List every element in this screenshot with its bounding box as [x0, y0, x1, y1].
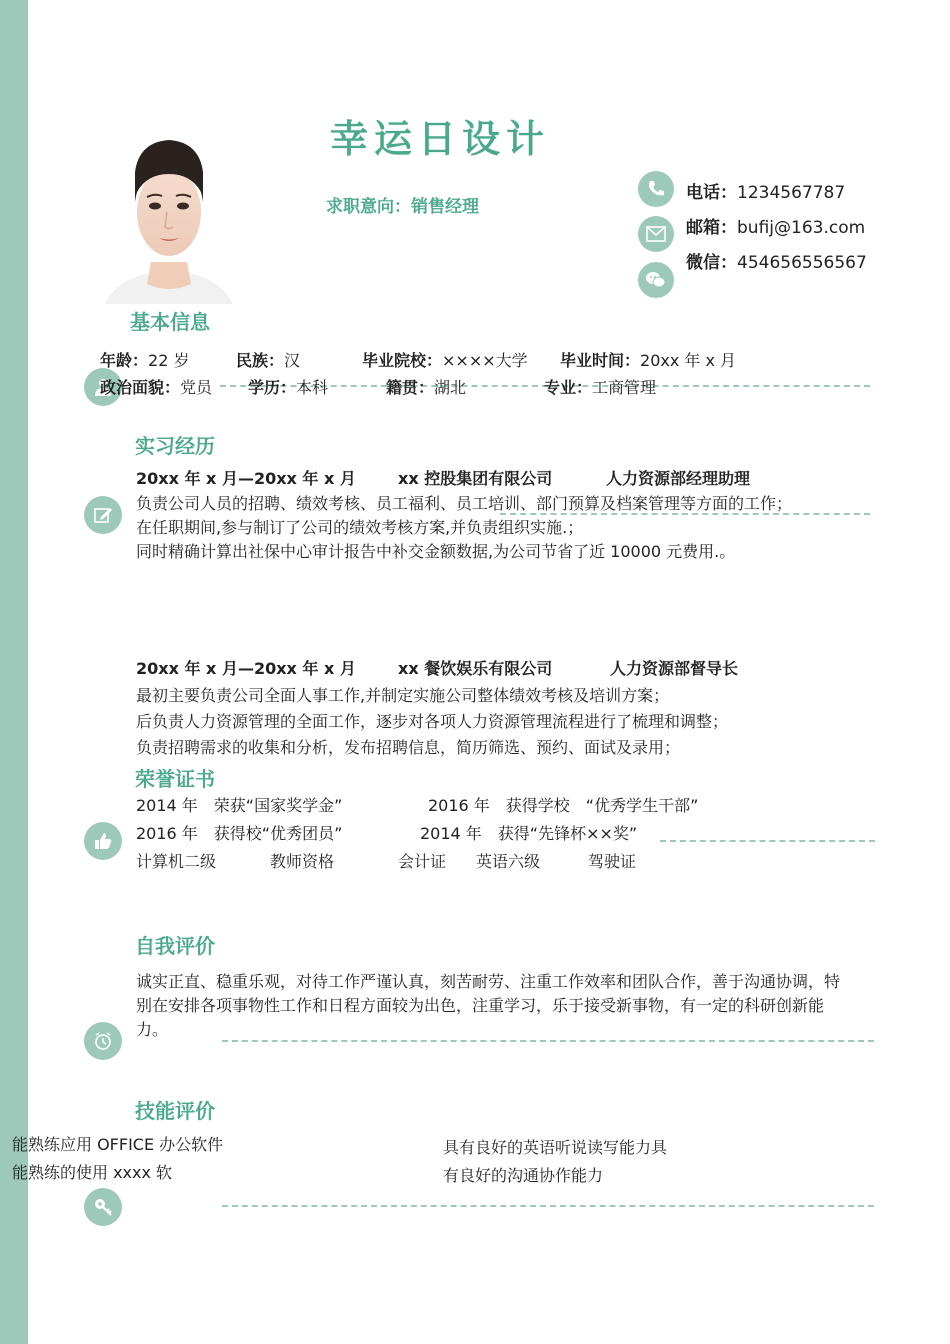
info-hometown-value: 湖北 — [434, 378, 467, 397]
job1-duty-3: 同时精确计算出社保中心审计报告中补交金额数据,为公司节省了近 10000 元费用.。 — [136, 542, 736, 561]
job1-period: 20xx 年 x 月—20xx 年 x 月 — [136, 469, 356, 488]
self-eval-title: 自我评价 — [135, 934, 215, 958]
job2-company: xx 餐饮娱乐有限公司 — [398, 659, 553, 678]
job2-period: 20xx 年 x 月—20xx 年 x 月 — [136, 659, 356, 678]
cert-4: 英语六级 — [476, 852, 541, 871]
info-graduation-value: 20xx 年 x 月 — [640, 351, 737, 370]
info-major-label: 专业： — [544, 378, 593, 397]
info-political-label: 政治面貌： — [100, 378, 181, 397]
clock-icon — [84, 1022, 122, 1060]
info-school-value: ××××大学 — [442, 351, 528, 370]
profile-photo — [95, 132, 243, 304]
cert-5: 驾驶证 — [588, 852, 637, 871]
honors-title: 荣誉证书 — [135, 767, 215, 791]
job1-duty-1: 负责公司人员的招聘、绩效考核、员工福利、员工培训、部门预算及档案管理等方面的工作； — [136, 494, 793, 513]
thumbs-up-icon — [84, 822, 122, 860]
info-age — [100, 348, 189, 371]
info-hometown-label: 籍贯： — [386, 378, 435, 397]
info-education — [248, 375, 328, 398]
job-intent-label: 求职意向： — [326, 197, 411, 217]
contact-phone — [686, 178, 845, 203]
info-ethnicity-value: 汉 — [284, 351, 301, 370]
skill-right-2: 有良好的沟通协作能力 — [443, 1166, 604, 1185]
info-graduation — [560, 348, 736, 371]
info-ethnicity-label: 民族： — [236, 351, 285, 370]
email-value: bufij@163.com — [737, 218, 866, 238]
phone-label: 电话： — [686, 183, 737, 203]
honor-3: 2016 年 获得校“优秀团员” — [136, 824, 343, 843]
phone-value: 1234567787 — [737, 183, 846, 203]
job2-duty-3: 负责招聘需求的收集和分析，发布招聘信息，简历筛选、预约、面试及录用； — [136, 738, 681, 757]
skills-divider — [222, 1205, 874, 1207]
job1-position: 人力资源部经理助理 — [606, 469, 751, 488]
basic-info-title: 基本信息 — [130, 310, 210, 334]
phone-icon — [638, 171, 674, 207]
resume-name: 幸运日设计 — [329, 116, 550, 161]
cert-1: 计算机二级 — [136, 852, 217, 871]
email-icon — [638, 216, 674, 252]
cert-2: 教师资格 — [270, 852, 335, 871]
skills-title: 技能评价 — [135, 1099, 215, 1123]
info-education-value: 本科 — [296, 378, 329, 397]
wechat-label: 微信： — [686, 253, 737, 273]
info-school — [362, 348, 528, 371]
cert-3: 会计证 — [398, 852, 447, 871]
wechat-icon — [638, 262, 674, 298]
job2-duty-1: 最初主要负责公司全面人事工作,并制定实施公司整体绩效考核及培训方案； — [136, 686, 670, 705]
skill-left-2: 能熟练的使用 xxxx 软 — [12, 1163, 173, 1182]
skill-left-1: 能熟练应用 OFFICE 办公软件 — [12, 1135, 224, 1154]
contact-email — [686, 213, 865, 238]
skill-right-1: 具有良好的英语听说读写能力具 — [443, 1138, 668, 1157]
self-eval-text: 诚实正直、稳重乐观，对待工作严谨认真，刻苦耐劳、注重工作效率和团队合作，善于沟通协调，特别在安排各项事物性工作和日程方面较为出色，注重学习，乐于接受新事物，有一定的科研创新能力。 — [136, 972, 841, 1039]
job1-company: xx 控股集团有限公司 — [398, 469, 553, 488]
info-education-label: 学历： — [248, 378, 297, 397]
honors-divider — [660, 840, 875, 842]
info-major — [544, 375, 656, 398]
info-hometown — [386, 375, 466, 398]
info-ethnicity — [236, 348, 300, 371]
key-icon — [84, 1188, 122, 1226]
job1-duty-2: 在任职期间,参与制订了公司的绩效考核方案,并负责组织实施.； — [136, 518, 584, 537]
wechat-value: 454656556567 — [737, 253, 867, 273]
internship-title: 实习经历 — [135, 434, 215, 458]
honor-2: 2016 年 获得学校 “优秀学生干部” — [428, 796, 699, 815]
contact-wechat — [686, 248, 867, 273]
job2-duty-2: 后负责人力资源管理的全面工作，逐步对各项人力资源管理流程进行了梳理和调整； — [136, 712, 729, 731]
info-age-label: 年龄： — [100, 351, 149, 370]
info-graduation-label: 毕业时间： — [560, 351, 641, 370]
info-political-value: 党员 — [180, 378, 213, 397]
job2-position: 人力资源部督导长 — [610, 659, 739, 678]
info-major-value: 工商管理 — [592, 378, 657, 397]
info-school-label: 毕业院校： — [362, 351, 443, 370]
email-label: 邮箱： — [686, 218, 737, 238]
job-intent — [326, 192, 479, 217]
honor-1: 2014 年 荣获“国家奖学金” — [136, 796, 343, 815]
edit-icon — [84, 496, 122, 534]
job-intent-value: 销售经理 — [411, 197, 479, 217]
info-age-value: 22 岁 — [148, 351, 190, 370]
honor-4: 2014 年 获得“先锋杯××奖” — [420, 824, 638, 843]
info-political — [100, 375, 212, 398]
